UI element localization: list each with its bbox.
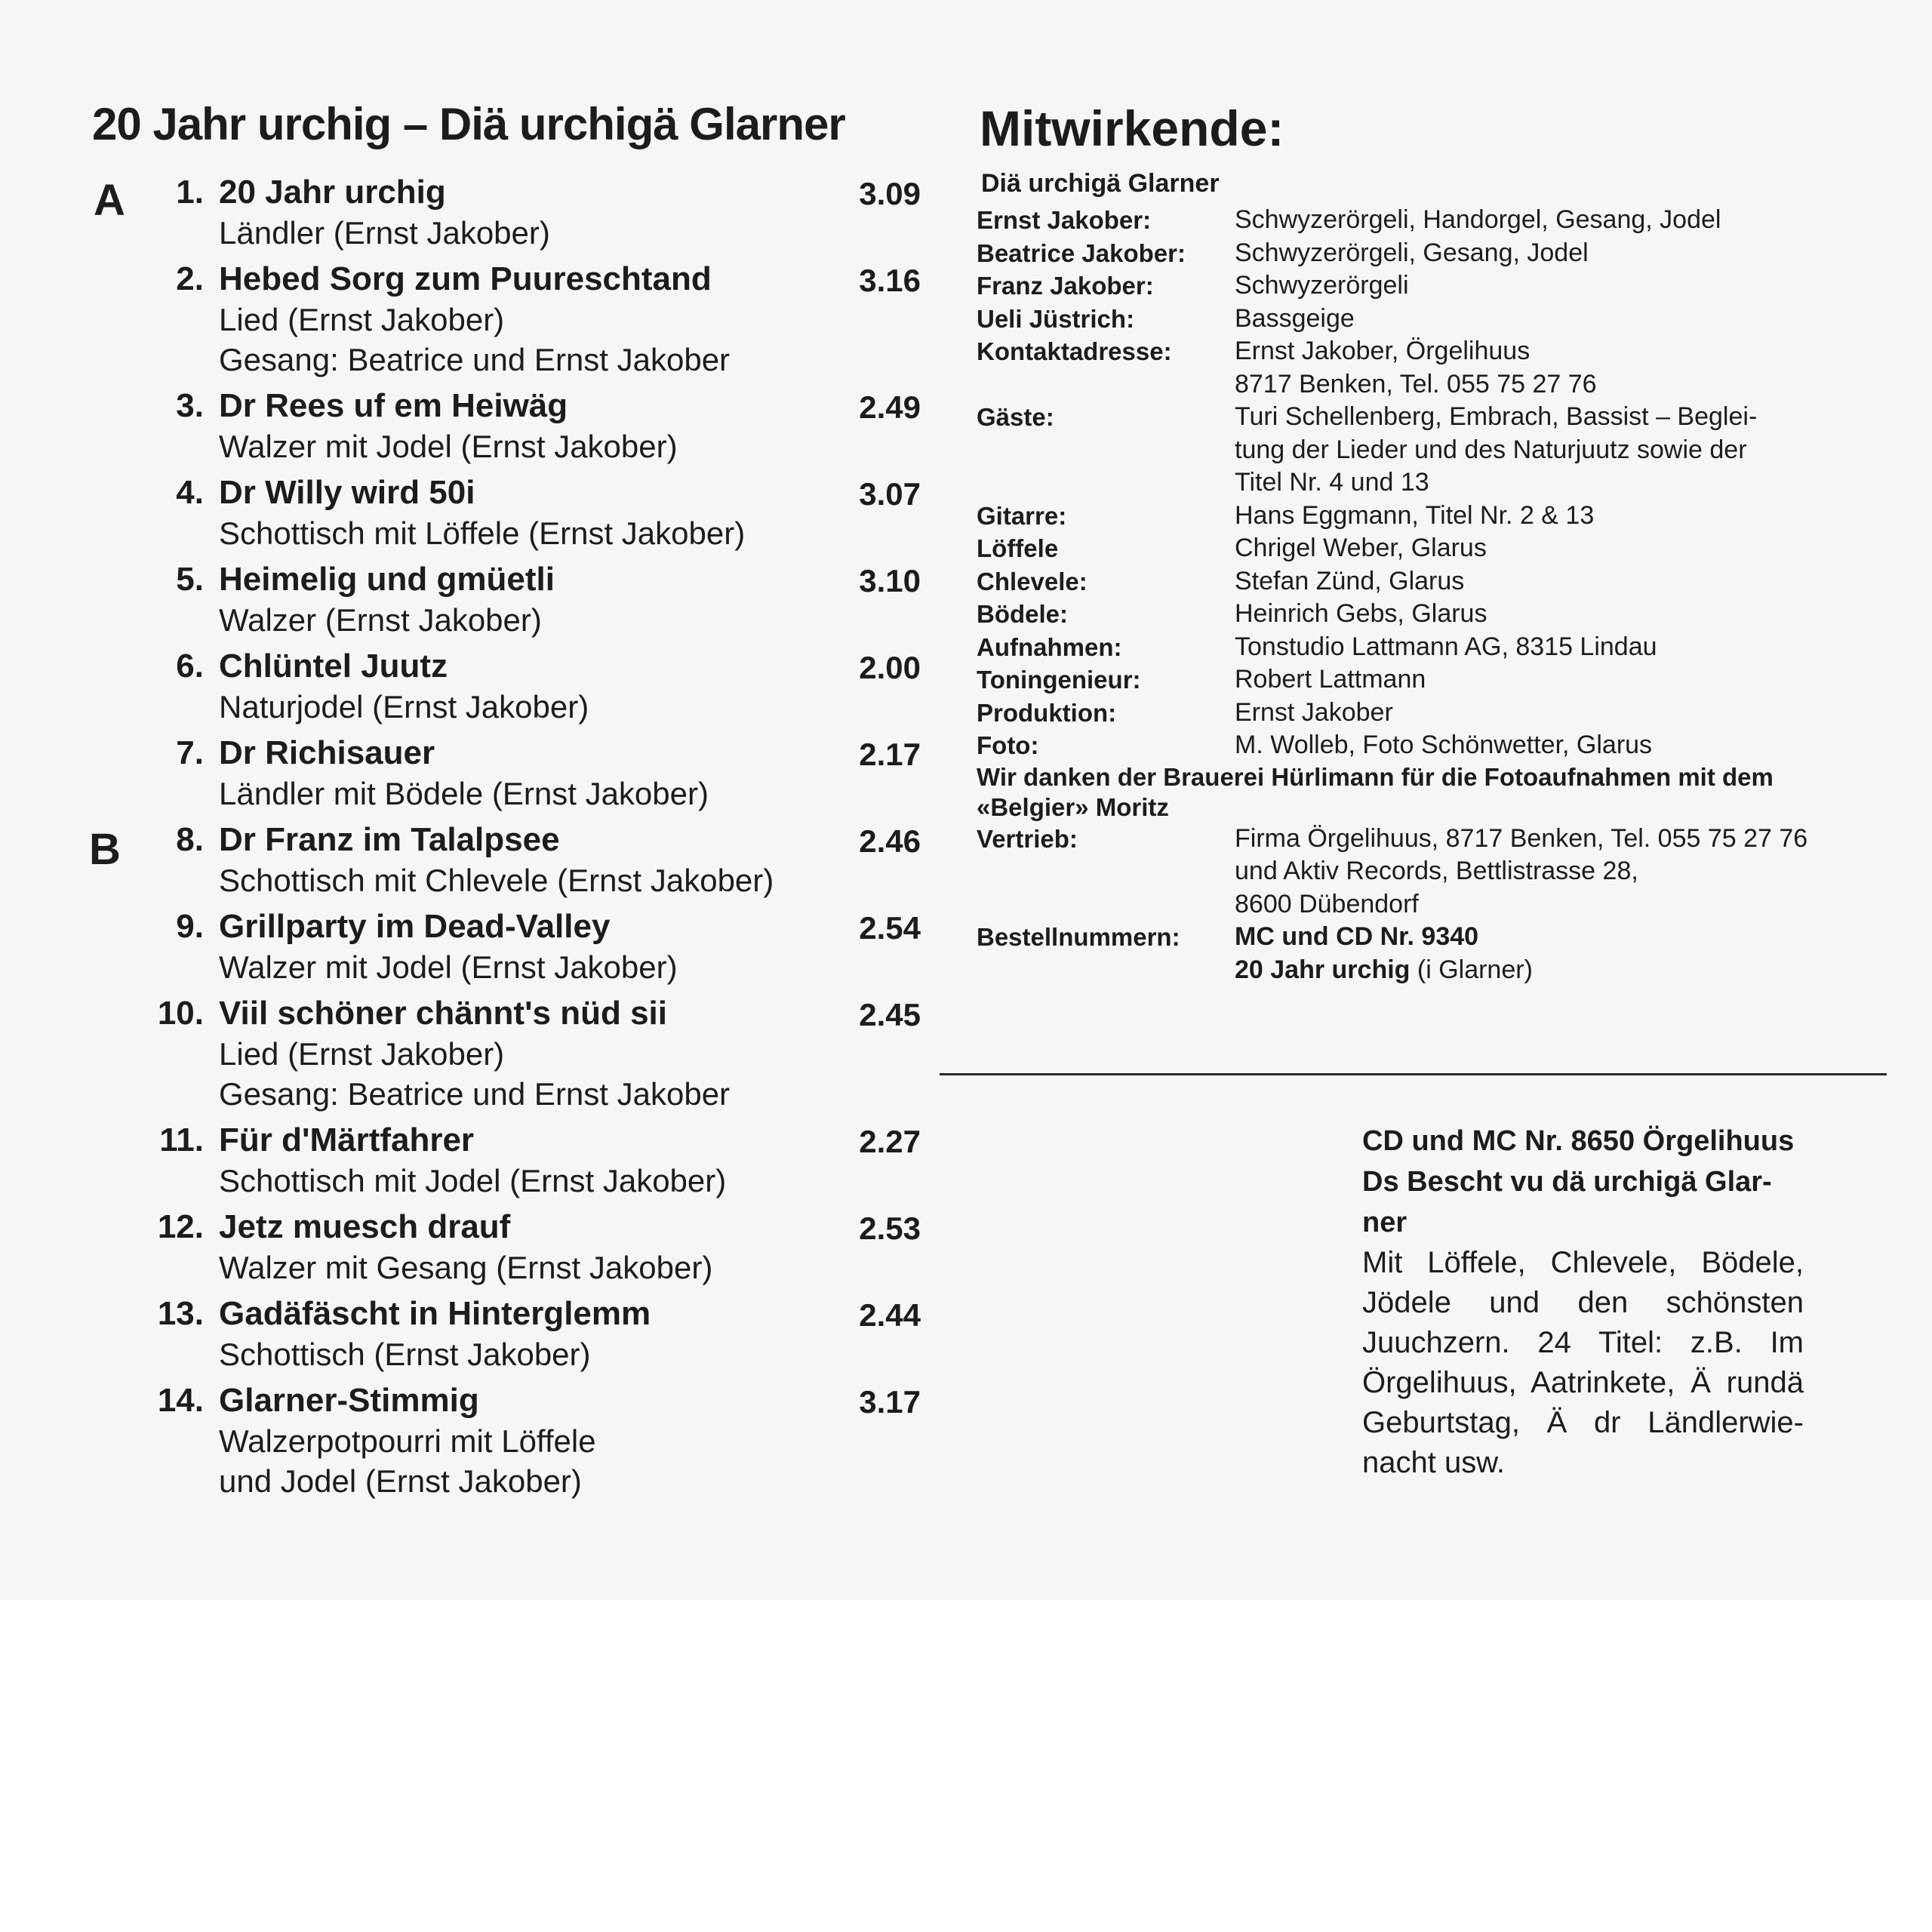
track-item xyxy=(136,472,921,553)
credit-label: Löffele xyxy=(977,534,1059,562)
credit-label: Bestellnummern: xyxy=(977,923,1180,951)
track-number: 14. xyxy=(157,1382,204,1419)
credit-label: Aufnahmen: xyxy=(977,632,1122,661)
track-duration: 3.17 xyxy=(859,1384,921,1420)
track-title: Chlüntel Juutz xyxy=(219,648,448,685)
track-title: Jetz muesch drauf xyxy=(219,1208,511,1245)
promo-title xyxy=(1362,1121,1804,1243)
track-duration: 2.45 xyxy=(859,997,921,1032)
track-number: 2. xyxy=(176,260,204,297)
order-title-line xyxy=(1235,954,1844,987)
track-number: 6. xyxy=(176,648,204,685)
track-description: Walzer mit Jodel (Ernst Jakober) xyxy=(219,949,678,985)
track-description: Gesang: Beatrice und Ernst Jakober xyxy=(219,342,731,377)
credit-values xyxy=(1235,598,1844,631)
credit-value: 8717 Benken, Tel. 055 75 27 76 xyxy=(1235,369,1597,398)
credit-value: Heinrich Gebs, Glarus xyxy=(1235,599,1487,628)
track-number: 9. xyxy=(176,908,204,945)
side-a-label: A xyxy=(94,176,125,225)
track-list xyxy=(136,172,921,1507)
track-item xyxy=(136,172,921,253)
credit-row xyxy=(977,500,1844,533)
credit-values xyxy=(1235,697,1844,730)
credit-label: Gitarre: xyxy=(977,501,1067,530)
promo-text-line: Geburtstag, Ä dr Ländlerwie- xyxy=(1362,1406,1804,1439)
track-title: 20 Jahr urchig xyxy=(219,174,446,211)
track-title: Dr Willy wird 50i xyxy=(219,474,475,511)
track-duration: 3.16 xyxy=(859,263,921,298)
promo-text-line: Mit Löffele, Chlevele, Bödele, xyxy=(1362,1246,1804,1279)
credit-value: Hans Eggmann, Titel Nr. 2 & 13 xyxy=(1235,500,1595,530)
credit-label: Ernst Jakober: xyxy=(977,206,1152,234)
track-description: Walzer mit Gesang (Ernst Jakober) xyxy=(219,1250,713,1285)
credit-values xyxy=(1235,663,1844,697)
credit-value: tung der Lieder und des Naturjuutz sowie der xyxy=(1235,435,1747,464)
promo-text-line: Jödele und den schönsten xyxy=(1362,1286,1804,1319)
credit-row xyxy=(977,335,1844,401)
credit-label: Toningenieur: xyxy=(977,666,1141,694)
track-number: 13. xyxy=(157,1295,204,1332)
track-description: und Jodel (Ernst Jakober) xyxy=(219,1463,582,1499)
promo-text-line: nacht usw. xyxy=(1362,1446,1506,1479)
track-title: Gadäfäscht in Hinterglemm xyxy=(219,1295,651,1332)
track-item xyxy=(136,386,921,466)
track-description: Lied (Ernst Jakober) xyxy=(219,302,505,337)
thanks-line: «Belgier» Moritz xyxy=(977,792,1169,821)
track-title: Dr Richisauer xyxy=(219,734,435,771)
credit-value: Turi Schellenberg, Embrach, Bassist – Beglei- xyxy=(1235,402,1758,431)
credit-values xyxy=(1235,269,1844,303)
credit-value: Schwyzerörgeli, Gesang, Jodel xyxy=(1235,238,1589,267)
credit-row xyxy=(977,729,1844,762)
track-item xyxy=(136,993,921,1114)
credits-title: Mitwirkende: xyxy=(980,100,1284,156)
track-description: Naturjodel (Ernst Jakober) xyxy=(219,689,589,724)
promo-title-line: Ds Bescht vu dä urchigä Glar- xyxy=(1362,1166,1772,1198)
credit-value: Stefan Zünd, Glarus xyxy=(1235,566,1465,595)
track-description: Gesang: Beatrice und Ernst Jakober xyxy=(219,1076,731,1112)
track-title: Heimelig und gmüetli xyxy=(219,561,555,598)
track-duration: 2.00 xyxy=(859,650,921,685)
track-description: Walzerpotpourri mit Löffele xyxy=(219,1423,596,1459)
track-item xyxy=(136,1120,921,1201)
track-item xyxy=(136,559,921,640)
credit-values xyxy=(1235,532,1844,565)
track-description: Schottisch (Ernst Jakober) xyxy=(219,1337,591,1372)
track-title: Für d'Märtfahrer xyxy=(219,1121,475,1158)
credit-value: Ernst Jakober xyxy=(1235,697,1393,727)
credit-label: Franz Jakober: xyxy=(977,272,1154,300)
credit-row xyxy=(977,598,1844,631)
credit-value: Robert Lattmann xyxy=(1235,665,1426,694)
credit-values xyxy=(1235,401,1844,500)
track-duration: 3.07 xyxy=(859,476,921,512)
track-description: Schottisch mit Chlevele (Ernst Jakober) xyxy=(219,863,774,898)
credit-values xyxy=(1235,631,1844,664)
track-item xyxy=(136,733,921,814)
track-number: 10. xyxy=(157,995,204,1032)
credit-label: Ueli Jüstrich: xyxy=(977,304,1135,333)
credit-row xyxy=(977,401,1844,500)
group-name: Diä urchigä Glarner xyxy=(981,169,1220,198)
promo-title-line: CD und MC Nr. 8650 Örgelihuus xyxy=(1362,1125,1795,1157)
credit-value: Schwyzerörgeli xyxy=(1235,271,1409,300)
credit-values xyxy=(1235,823,1844,921)
credit-value: Titel Nr. 4 und 13 xyxy=(1235,468,1429,497)
track-duration: 2.49 xyxy=(859,389,921,425)
credit-values xyxy=(1235,565,1844,598)
track-duration: 2.44 xyxy=(859,1297,921,1333)
track-title: Dr Franz im Talalpsee xyxy=(219,821,560,858)
credit-value: und Aktiv Records, Bettlistrasse 28, xyxy=(1235,857,1638,885)
track-number: 1. xyxy=(176,174,204,211)
track-description: Schottisch mit Löffele (Ernst Jakober) xyxy=(219,515,746,551)
credit-row-vertrieb xyxy=(977,823,1844,921)
track-number: 4. xyxy=(176,474,204,511)
credit-row xyxy=(977,532,1844,565)
credit-row xyxy=(977,631,1844,664)
track-description: Walzer (Ernst Jakober) xyxy=(219,602,542,638)
credit-row-order-numbers xyxy=(977,921,1844,986)
track-item xyxy=(136,646,921,727)
credit-value: Firma Örgelihuus, 8717 Benken, Tel. 055 75 27 76 xyxy=(1235,823,1808,853)
order-title: 20 Jahr urchig xyxy=(1235,955,1411,984)
credit-value: Chrigel Weber, Glarus xyxy=(1235,534,1487,562)
track-number: 11. xyxy=(159,1121,204,1158)
promo-block xyxy=(1362,1121,1804,1483)
credit-row xyxy=(977,269,1844,303)
credit-values xyxy=(1235,204,1844,237)
track-number: 5. xyxy=(176,561,204,598)
track-description: Walzer mit Jodel (Ernst Jakober) xyxy=(219,429,678,464)
track-number: 3. xyxy=(176,387,204,424)
credit-value: Ernst Jakober, Örgelihuus xyxy=(1235,337,1531,365)
credit-values xyxy=(1235,335,1844,401)
credit-row xyxy=(977,697,1844,730)
track-description: Lied (Ernst Jakober) xyxy=(219,1036,505,1072)
credit-row xyxy=(977,303,1844,336)
track-title: Glarner-Stimmig xyxy=(219,1382,479,1419)
track-duration: 2.17 xyxy=(859,737,921,772)
track-description: Schottisch mit Jodel (Ernst Jakober) xyxy=(219,1163,727,1198)
credit-label: Bödele: xyxy=(977,600,1069,628)
track-item xyxy=(136,1380,921,1501)
credit-label: Chlevele: xyxy=(977,567,1088,595)
side-b-label: B xyxy=(89,825,121,874)
credit-row xyxy=(977,204,1844,237)
credit-row xyxy=(977,237,1844,270)
track-duration: 3.10 xyxy=(859,563,921,598)
credit-values xyxy=(1235,729,1844,762)
promo-text-line: Juuchzern. 24 Titel: z.B. Im xyxy=(1362,1326,1804,1359)
order-title-note: (i Glarner) xyxy=(1410,955,1533,984)
track-description: Ländler mit Bödele (Ernst Jakober) xyxy=(219,776,709,811)
track-item xyxy=(136,820,921,900)
track-duration: 2.46 xyxy=(859,823,921,859)
track-item xyxy=(136,259,921,380)
track-title: Viil schöner chännt's nüd sii xyxy=(219,995,667,1032)
credit-value: Schwyzerörgeli, Handorgel, Gesang, Jodel xyxy=(1235,205,1721,234)
track-title: Hebed Sorg zum Puureschtand xyxy=(219,260,712,297)
promo-title-line: ner xyxy=(1362,1207,1407,1238)
credit-values xyxy=(1235,237,1844,270)
album-title: 20 Jahr urchig – Diä urchigä Glarner xyxy=(92,99,845,149)
track-item xyxy=(136,906,921,987)
credit-label: Gäste: xyxy=(977,403,1054,431)
credit-value: Bassgeige xyxy=(1235,303,1355,333)
track-number: 8. xyxy=(176,821,204,858)
credit-value: M. Wolleb, Foto Schönwetter, Glarus xyxy=(1235,731,1653,759)
track-duration: 2.53 xyxy=(859,1211,921,1246)
track-item xyxy=(136,1294,921,1374)
track-duration: 2.27 xyxy=(859,1124,921,1159)
track-number: 7. xyxy=(176,734,204,771)
credit-value: 8600 Dübendorf xyxy=(1235,889,1419,918)
thanks-line: Wir danken der Brauerei Hürlimann für die Fotoaufnahmen mit dem xyxy=(977,762,1774,791)
credit-values xyxy=(1235,921,1844,986)
track-title: Dr Rees uf em Heiwäg xyxy=(219,387,568,424)
credit-value: Tonstudio Lattmann AG, 8315 Lindau xyxy=(1235,632,1657,661)
divider xyxy=(940,1073,1887,1075)
credit-label: Produktion: xyxy=(977,698,1117,727)
track-title: Grillparty im Dead-Valley xyxy=(219,908,611,945)
track-item xyxy=(136,1207,921,1287)
credit-values xyxy=(1235,303,1844,336)
credit-values xyxy=(1235,500,1844,533)
credit-row xyxy=(977,663,1844,697)
track-duration: 2.54 xyxy=(859,910,921,946)
credit-label: Foto: xyxy=(977,731,1039,759)
order-number: MC und CD Nr. 9340 xyxy=(1235,922,1479,951)
credit-label: Beatrice Jakober: xyxy=(977,238,1186,267)
track-number: 12. xyxy=(157,1208,204,1245)
promo-text-line: Örgelihuus, Aatrinkete, Ä rundä xyxy=(1362,1366,1804,1399)
track-duration: 3.09 xyxy=(859,176,921,211)
credit-row xyxy=(977,565,1844,598)
credit-label: Kontaktadresse: xyxy=(977,337,1172,365)
track-description: Ländler (Ernst Jakober) xyxy=(219,215,550,251)
credits-list xyxy=(977,204,1844,986)
credit-label: Vertrieb: xyxy=(977,824,1078,853)
promo-text xyxy=(1362,1243,1804,1483)
